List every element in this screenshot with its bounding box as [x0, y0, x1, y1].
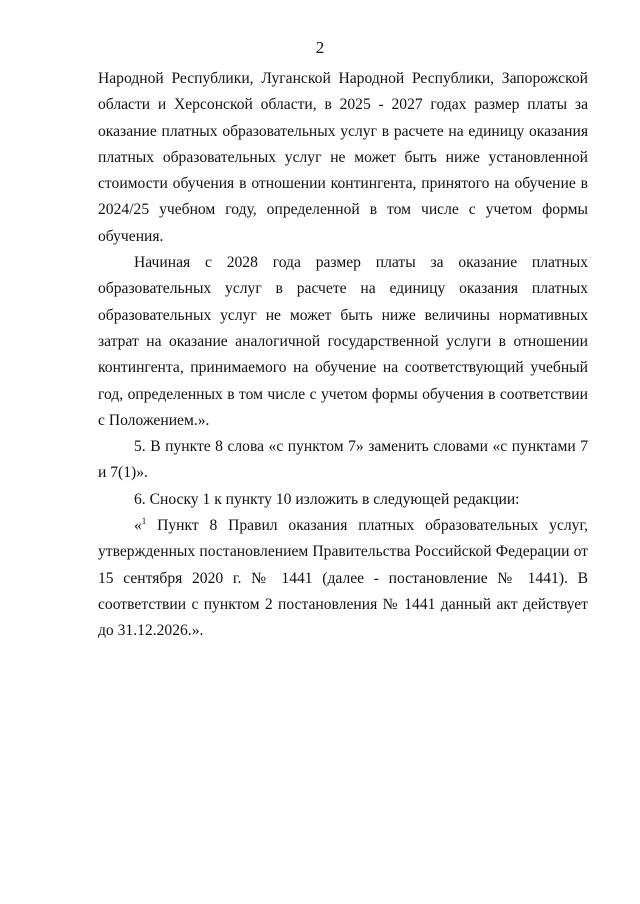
paragraph-continuation: Народной Республики, Луганской Народной Республики, Запорожской области и Херсонской области, в 2025 - 2027 годах размер платы за оказание платных образовательных услуг в расчете на единицу оказания платных образовательных услуг не может быть ниже установленной стоимости обучения в отношении контингента, принятого на обучение в 2024/25 учебном году, определенной в том числе с учетом формы обучения. [98, 70, 588, 245]
paragraph-fee-from-2028: Начиная с 2028 года размер платы за оказание платных образовательных услуг в расчете на единицу оказания платных образовательных услуг не может быть ниже величины нормативных затрат на оказание аналогичной государственной услуги в отношении контингента, принимаемого на обучение на соответствующий учебный год, определенных в том числе с учетом формы обучения в соответствии с Положением.». [98, 254, 588, 429]
paragraph-footnote-text [98, 513, 588, 644]
footnote-body: Пункт 8 Правил оказания платных образовательных услуг, утвержденных постановлением Правительства Российской Федерации от 15 сентября 2020 г. № 1441 (далее - постановление № 1441). В соответствии с пунктом 2 постановления № 1441 данный акт действует до 31.12.2026.». [98, 517, 588, 640]
document-body [98, 66, 588, 645]
open-quote: « [134, 517, 142, 535]
page-number: 2 [315, 38, 325, 57]
paragraph-item-6: 6. Сноску 1 к пункту 10 изложить в следующей редакции: [134, 490, 520, 508]
paragraph-item-5: 5. В пункте 8 слова «с пунктом 7» заменить словами «с пунктами 7 и 7(1)». [98, 438, 588, 482]
footnote-marker: 1 [141, 516, 147, 527]
